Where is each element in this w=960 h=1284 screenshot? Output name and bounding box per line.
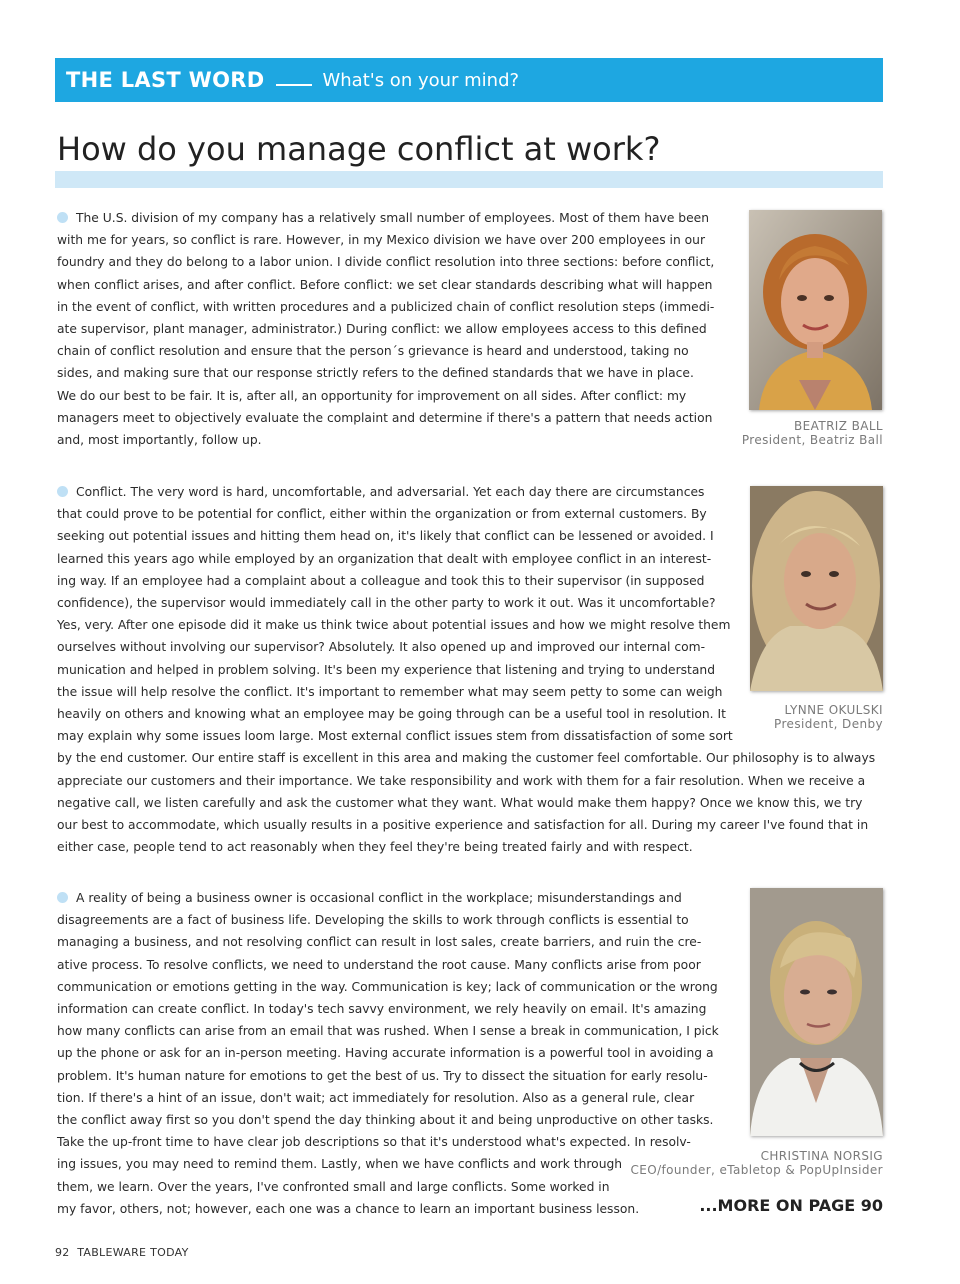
text-line-content: Take the up-front time to have clear job descriptions so that it's understood what's expected. In resolv- [57,1135,691,1150]
text-line [57,1020,719,1042]
response-3-text [57,887,719,1220]
section-title: THE LAST WORD [66,68,265,92]
text-line [57,274,714,296]
text-line [57,362,714,384]
portrait-photo-image [750,888,883,1136]
text-line-content: seeking out potential issues and hitting them head on, it's likely that conflict can be lessened or avoided. I [57,529,714,544]
text-line-content: either case, people tend to act reasonably when they feel they're being treated fairly and with respect. [57,840,693,855]
text-line [57,703,875,725]
text-line-content: appreciate our customers and their importance. We take responsibility and work with them for a fair resolution. When we receive a [57,773,866,788]
portrait-photo-image [749,210,882,410]
text-line [57,792,875,814]
contributor-name: LYNNE OKULSKI [784,703,883,717]
text-line [57,1087,719,1109]
portrait-beatriz-ball [749,210,882,410]
text-line-content: Yes, very. After one episode did it make us think twice about potential issues and how we might resolve them [57,618,731,633]
contributor-title: CEO/founder, eTabletop & PopUpInsider [630,1163,883,1177]
text-line [57,407,714,429]
continued-on-page-link: ...MORE ON PAGE 90 [699,1196,883,1215]
contributor-title: President, Denby [774,717,883,731]
text-line-content: them, we learn. Over the years, I've confronted small and large conflicts. Some worked in [57,1179,610,1194]
text-line [57,814,875,836]
headline-underline-bar [55,171,883,188]
portrait-photo-image [750,486,883,691]
text-line [57,229,714,251]
page-headline: How do you manage conflict at work? [57,130,661,168]
text-line [57,770,875,792]
text-line-content: The U.S. division of my company has a relatively small number of employees. Most of them have been [76,211,710,225]
text-line-content: with me for years, so conflict is rare. However, in my Mexico division we have over 200 employees in our [57,233,706,248]
text-line-content: in the event of conflict, with written procedures and a publicized chain of conflict resolution steps (immedi- [57,299,715,314]
text-line-content: tion. If there's a hint of an issue, don't wait; act immediately for resolution. Also as a general rule, clear [57,1090,695,1105]
portrait-lynne-okulski [750,486,883,691]
text-line-content: ing issues, you may need to remind them. Lastly, when we have conflicts and work through [57,1157,623,1172]
text-line-content: disagreements are a fact of business life. Developing the skills to work through conflicts is essential to [57,913,689,928]
caption-lynne-okulski [774,703,883,731]
text-line [57,429,714,451]
text-line-content: communication or emotions getting in the way. Communication is key; lack of communication or the wrong [57,979,718,994]
text-line-content: managers meet to objectively evaluate the complaint and determine if there's a pattern that needs action [57,410,713,425]
caption-christina-norsig [631,1149,884,1177]
text-line-content: the conflict away first so you don't spend the day thinking about it and being unproductive on other tasks. [57,1113,714,1128]
text-line-content: my favor, others, not; however, each one was a chance to learn an important business lesson. [57,1201,640,1216]
text-line [57,1065,719,1087]
caption-beatriz-ball [742,419,883,447]
text-line-content: by the end customer. Our entire staff is excellent in this area and making the customer feel comfortable. Our philosophy is to always [57,751,876,766]
text-line [57,1153,719,1175]
text-line-content: that could prove to be potential for conflict, either within the organization or from external customers. By [57,507,707,522]
text-line-content: Conflict. The very word is hard, uncomfortable, and adversarial. Yet each day there are circumstances [76,485,705,499]
text-line-content: and, most importantly, follow up. [57,433,262,448]
portrait-christina-norsig [750,888,883,1136]
text-line-content: our best to accommodate, which usually results in a positive experience and satisfaction for all. During my career I've found that in [57,818,869,833]
banner-divider [276,84,312,86]
text-line [57,296,715,318]
text-line [57,836,875,858]
text-line [57,385,714,407]
text-line-content: information can create conflict. In today's tech savvy environment, we rely heavily on email. It's amazing [57,1002,707,1017]
text-line-content: ative process. To resolve conflicts, we need to understand the root cause. Many conflicts arise from poor [57,957,701,972]
text-line-content: chain of conflict resolution and ensure that the person´s grievance is heard and understood, taking no [57,344,689,359]
text-line [57,747,874,769]
text-line [57,207,714,229]
page-number: 92 [55,1246,70,1259]
section-banner [55,58,883,102]
text-line-content: We do our best to be fair. It is, after all, an opportunity for improvement on all sides. After conflict: my [57,388,687,403]
text-line-content: ourselves without involving our supervisor? Absolutely. It also opened up and improved our internal com- [57,640,706,655]
page-footer [55,1246,189,1259]
text-line [57,976,719,998]
text-line-content: munication and helped in problem solving. It's been my experience that listening and trying to understand [57,662,716,677]
text-line [57,1176,719,1198]
text-line-content: how many conflicts can arise from an email that was rushed. When I sense a break in communication, I pick [57,1024,719,1039]
text-line-content: confidence), the supervisor would immediately call in the other party to work it out. Was it uncomfortable? [57,596,716,611]
text-line [57,1198,719,1220]
text-line [57,998,719,1020]
text-line-content: up the phone or ask for an in-person meeting. Having accurate information is a powerful tool in avoiding a [57,1046,714,1061]
magazine-name: TABLEWARE TODAY [77,1246,189,1259]
contributor-title: President, Beatriz Ball [741,433,883,447]
text-line [57,1131,719,1153]
text-line-content: when conflict arises, and after conflict. Before conflict: we set clear standards describing what will happen [57,277,713,292]
text-line-content: sides, and making sure that our response strictly refers to the defined standards that we have in place. [57,366,694,381]
contributor-name: BEATRIZ BALL [794,419,883,433]
text-line [57,954,719,976]
text-line-content: A reality of being a business owner is occasional conflict in the workplace; misunderstandings and [76,891,682,905]
text-line [57,887,719,909]
text-line [57,1109,719,1131]
text-line-content: ate supervisor, plant manager, administrator.) During conflict: we allow employees access to this defined [57,322,707,337]
text-line-content: may explain why some issues loom large. Most external conflict issues stem from dissatisfaction of some sort [57,729,733,744]
section-subtitle: What's on your mind? [322,69,520,91]
text-line [57,931,719,953]
text-line-content: negative call, we listen carefully and ask the customer what they want. What would make them happy? Once we know this, we try [57,795,863,810]
text-line [57,318,714,340]
text-line-content: the issue will help resolve the conflict. It's important to remember what may seem petty to some can weigh [57,684,723,699]
contributor-name: CHRISTINA NORSIG [760,1149,883,1163]
text-line [57,251,714,273]
bullet-dot-icon [57,892,68,903]
text-line-content: problem. It's human nature for emotions to get the best of us. Try to dissect the situation for early resolu- [57,1068,708,1083]
text-line [57,725,875,747]
text-line-content: learned this years ago while employed by an organization that dealt with employee conflict in an interest- [57,551,712,566]
text-line [57,909,719,931]
text-line [57,340,714,362]
text-line-content: foundry and they do belong to a labor union. I divide conflict resolution into three sections: before conflict, [57,255,715,270]
text-line-content: managing a business, and not resolving conflict can result in lost sales, create barriers, and ruin the cre- [57,935,702,950]
bullet-dot-icon [57,212,68,223]
text-line-content: ing way. If an employee had a complaint about a colleague and took this to their supervisor (in supposed [57,573,705,588]
bullet-dot-icon [57,486,68,497]
text-line [57,1042,719,1064]
text-line-content: heavily on others and knowing what an employee may be going through can be a useful tool in resolution. It [57,707,726,722]
response-1-text [57,207,714,451]
